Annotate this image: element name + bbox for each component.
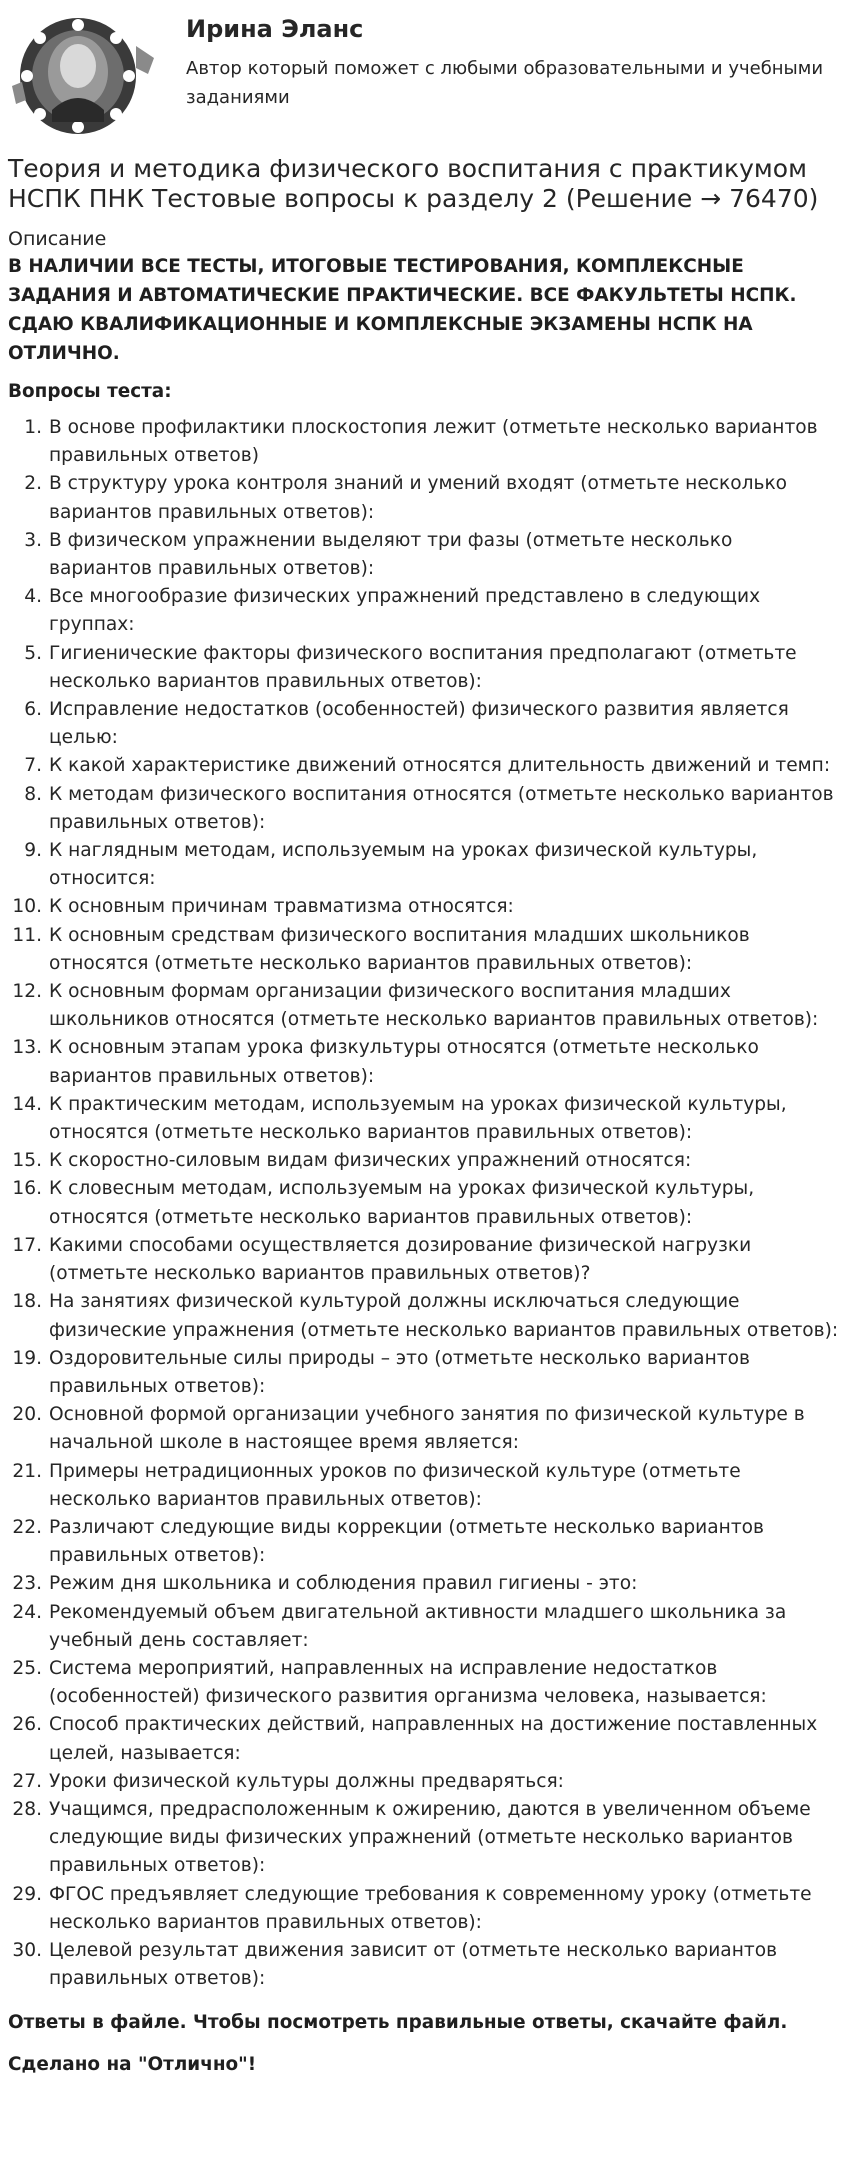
question-item [8, 781, 839, 837]
question-text: Целевой результат движения зависит от (отметьте несколько вариантов правильных ответов): [49, 1939, 778, 1990]
question-item [8, 470, 839, 526]
question-number: 6. [24, 699, 42, 721]
notice-text: В НАЛИЧИИ ВСЕ ТЕСТЫ, ИТОГОВЫЕ ТЕСТИРОВАНИЯ, КОМПЛЕКСНЫЕ ЗАДАНИЯ И АВТОМАТИЧЕСКИЕ ПРАКТИЧЕСКИЕ. ВСЕ ФАКУЛЬТЕТЫ НСПК. СДАЮ КВАЛИФИКАЦИОННЫЕ И КОМПЛЕКСНЫЕ ЭКЗАМЕНЫ НСПК НА ОТЛИЧНО. [8, 256, 797, 364]
work-title: Теория и методика физического воспитания с практикумом НСПК ПНК Тестовые вопросы к разделу 2 (Решение → 76470) [8, 154, 819, 213]
question-number: 26. [12, 1714, 42, 1736]
question-number: 28. [12, 1798, 42, 1820]
question-text: Примеры нетрадиционных уроков по физической культуре (отметьте несколько вариантов правильных ответов): [49, 1460, 741, 1510]
question-item [8, 978, 839, 1034]
question-text: Гигиенические факторы физического воспитания предполагают (отметьте несколько вариантов правильных ответов): [49, 642, 797, 692]
question-text: ФГОС предъявляет следующие требования к современному уроку (отметьте несколько вариантов правильных ответов): [49, 1883, 812, 1933]
question-number: 8. [24, 783, 42, 805]
question-item [8, 1458, 839, 1514]
question-text: В основе профилактики плоскостопия лежит (отметьте несколько вариантов правильных ответов) [49, 417, 818, 467]
question-text: В структуру урока контроля знаний и умений входят (отметьте несколько вариантов правильных ответов): [49, 473, 788, 523]
question-item [8, 1796, 839, 1881]
question-item [8, 1514, 839, 1570]
question-text: К основным средствам физического воспитания младших школьников относятся (отметьте несколько вариантов правильных ответов): [49, 924, 750, 974]
question-number: 24. [12, 1601, 42, 1623]
grade-note: Сделано на "Отлично"! [8, 2054, 257, 2076]
question-item [8, 1401, 839, 1457]
author-card [8, 12, 839, 142]
question-number: 21. [12, 1460, 42, 1482]
question-item [8, 1147, 839, 1175]
question-number: 12. [12, 981, 42, 1003]
question-text: К словесным методам, используемым на уроках физической культуры, относятся (отметьте несколько вариантов правильных ответов): [49, 1178, 755, 1228]
question-item [8, 583, 839, 639]
question-number: 13. [12, 1037, 42, 1059]
question-number: 30. [12, 1939, 42, 1961]
question-item [8, 1034, 839, 1090]
question-number: 7. [24, 755, 42, 777]
question-number: 20. [12, 1404, 42, 1426]
question-number: 18. [12, 1291, 42, 1313]
question-item [8, 1232, 839, 1288]
question-text: Рекомендуемый объем двигательной активности младшего школьника за учебный день составляет: [49, 1601, 787, 1651]
question-item [8, 640, 839, 696]
question-number: 25. [12, 1657, 42, 1679]
question-item [8, 1091, 839, 1147]
question-item [8, 752, 839, 780]
questions-list [8, 414, 839, 1993]
question-item [8, 1345, 839, 1401]
question-item [8, 527, 839, 583]
question-item [8, 696, 839, 752]
question-text: К практическим методам, используемым на уроках физической культуры, относятся (отметьте несколько вариантов правильных ответов): [49, 1093, 787, 1144]
question-item [8, 1599, 839, 1655]
question-text: Основной формой организации учебного занятия по физической культуре в начальной школе в настоящее время является: [49, 1404, 805, 1454]
question-text: Режим дня школьника и соблюдения правил гигиены - это: [49, 1573, 638, 1595]
question-item [8, 1881, 839, 1937]
question-number: 19. [12, 1347, 42, 1369]
question-item [8, 893, 839, 921]
question-text: К основным причинам травматизма относятся: [49, 896, 514, 918]
description-label: Описание [8, 228, 107, 250]
question-text: Исправление недостатков (особенностей) физического развития является целью: [49, 699, 789, 749]
question-text: Уроки физической культуры должны предваряться: [49, 1770, 564, 1792]
question-text: К скоростно-силовым видам физических упражнений относятся: [49, 1150, 692, 1172]
question-text: Оздоровительные силы природы – это (отметьте несколько вариантов правильных ответов): [49, 1347, 750, 1397]
question-item [8, 1288, 839, 1344]
question-text: Учащимся, предрасположенным к ожирению, даются в увеличенном объеме следующие виды физических упражнений (отметьте несколько вариантов правильных ответов): [49, 1798, 811, 1877]
author-info [186, 12, 826, 112]
questions-heading: Вопросы теста: [8, 381, 172, 402]
question-number: 23. [12, 1573, 42, 1595]
question-number: 3. [24, 529, 42, 551]
question-number: 29. [12, 1883, 42, 1905]
question-text: Какими способами осуществляется дозирование физической нагрузки (отметьте несколько вариантов правильных ответов)? [49, 1234, 752, 1285]
question-text: К какой характеристике движений относятся длительность движений и темп: [49, 755, 831, 777]
question-number: 9. [24, 840, 42, 862]
answers-note: Ответы в файле. Чтобы посмотреть правильные ответы, скачайте файл. [8, 2012, 788, 2034]
question-text: Различают следующие виды коррекции (отметьте несколько вариантов правильных ответов): [49, 1516, 764, 1567]
question-number: 4. [24, 586, 42, 608]
author-description: Автор который поможет с любыми образовательными и учебными заданиями [186, 58, 824, 108]
question-text: В физическом упражнении выделяют три фазы (отметьте несколько вариантов правильных ответов): [49, 529, 733, 580]
question-number: 10. [12, 896, 42, 918]
question-number: 2. [24, 473, 42, 495]
question-number: 22. [12, 1516, 42, 1538]
question-text: На занятиях физической культурой должны исключаться следующие физические упражнения (отметьте несколько вариантов правильных ответов): [49, 1291, 839, 1341]
question-text: К основным формам организации физического воспитания младших школьников относятся (отметьте несколько вариантов правильных ответов): [49, 981, 819, 1031]
author-name[interactable]: Ирина Эланс [186, 15, 364, 43]
question-number: 11. [12, 924, 42, 946]
question-text: К наглядным методам, используемым на уроках физической культуры, относится: [49, 840, 758, 890]
question-item [8, 1768, 839, 1796]
question-number: 1. [24, 417, 42, 438]
question-item [8, 1175, 839, 1231]
question-number: 14. [12, 1093, 42, 1115]
question-text: Способ практических действий, направленных на достижение поставленных целей, называется: [49, 1714, 818, 1764]
question-item [8, 837, 839, 893]
question-text: К методам физического воспитания относятся (отметьте несколько вариантов правильных ответов): [49, 783, 834, 833]
question-number: 27. [12, 1770, 42, 1792]
question-item [8, 1711, 839, 1767]
question-item [8, 414, 839, 470]
question-number: 5. [24, 642, 42, 664]
question-item [8, 1937, 839, 1993]
author-avatar[interactable] [8, 16, 156, 134]
question-number: 17. [12, 1234, 42, 1256]
question-item [8, 1655, 839, 1711]
question-item [8, 922, 839, 978]
question-text: Система мероприятий, направленных на исправление недостатков (особенностей) физического развития организма человека, называется: [49, 1657, 767, 1708]
question-text: Все многообразие физических упражнений представлено в следующих группах: [49, 586, 761, 636]
question-number: 16. [12, 1178, 42, 1200]
question-text: К основным этапам урока физкультуры относятся (отметьте несколько вариантов правильных ответов): [49, 1037, 759, 1087]
question-number: 15. [12, 1150, 42, 1172]
question-item [8, 1570, 839, 1598]
